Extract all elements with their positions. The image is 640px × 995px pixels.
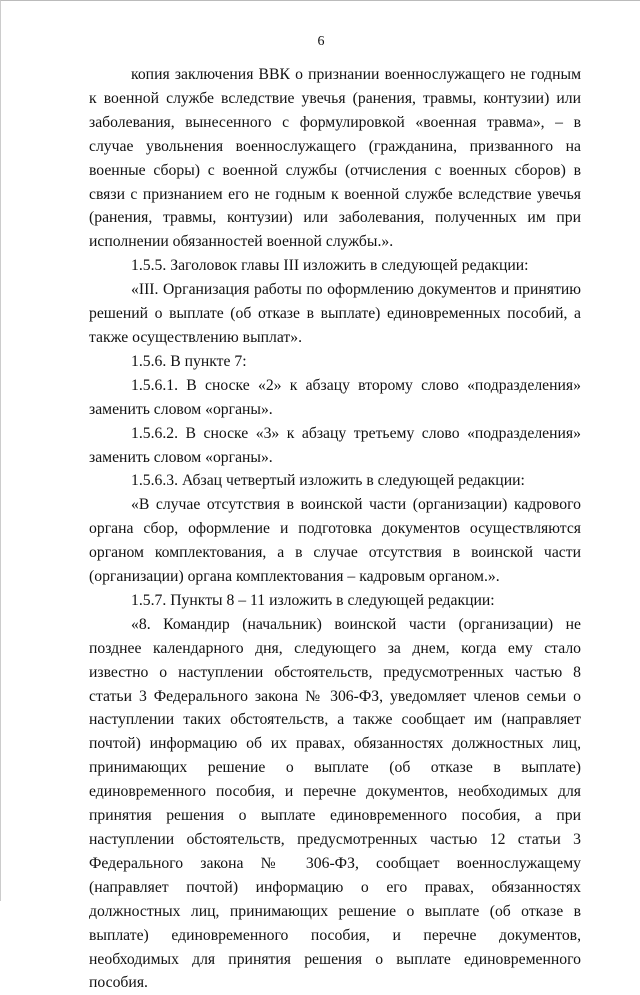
paragraph: 1.5.5. Заголовок главы III изложить в следующей редакции: xyxy=(131,257,529,275)
paragraph: 1.5.6.3. Абзац четвертый изложить в следующей редакции: xyxy=(131,472,525,490)
paragraph: 1.5.6.1. В сноске «2» к абзацу второму слово «подразделения» заменить словом «органы». xyxy=(89,376,581,418)
paragraph: «III. Организация работы по оформлению документов и принятию решений о выплате (об отказе в выплате) единовременных пособий, а также осуществлению выплат». xyxy=(89,281,581,346)
paragraph: «8. Командир (начальник) воинской части (организации) не позднее календарного дня, следующего за днем, когда ему стало известно о наступлении обстоятельств, предусмотренных частью 8 статьи 3 Федерального закона № 306-ФЗ, уведомляет членов семьи о наступлении таких обстоятельств, а также сообщает им (направляет почтой) информацию об их правах, обязанностях должностных лиц, принимающих решение о выплате (об отказе в выплате) единовременного пособия, и перечне документов, необходимых для принятия решения о выплате единовременного пособия, а при наступлении обстоятельств, предусмотренных частью 12 статьи 3 Федерального закона № 306-ФЗ, сообщает военнослужащему (направляет почтой) информацию о его правах, обязанностях должностных лиц, принимающих решение о выплате (об отказе в выплате) единовременного пособия, и перечне документов, необходимых для принятия решения о выплате единовременного пособия. xyxy=(89,615,581,992)
paragraph: 1.5.6. В пункте 7: xyxy=(131,352,247,370)
paragraph: копия заключения ВВК о признании военнослужащего не годным к военной службе вследствие увечья (ранения, травмы, контузии) или заболевания, вынесенного с формулировкой «военная травма», – в случае увольнения военнослужащего (гражданина, призванного на военные сборы) с военной службы (отчисления с военных сборов) в связи с признанием его не годным к военной службе вследствие увечья (ранения, травмы, контузии) или заболевания, полученных им при исполнении обязанностей военной службы.». xyxy=(89,66,581,251)
page-number: 6 xyxy=(317,34,325,49)
paragraph: «В случае отсутствия в воинской части (организации) кадрового органа сбор, оформление и подготовка документов осуществляются органом комплектования, а в случае отсутствия в воинской части (организации) органа комплектования – кадровым органом.». xyxy=(89,496,581,586)
document-body xyxy=(89,63,581,995)
paragraph: 1.5.6.2. В сноске «3» к абзацу третьему слово «подразделения» заменить словом «органы». xyxy=(89,424,581,466)
paragraph: 1.5.7. Пункты 8 – 11 изложить в следующей редакции: xyxy=(131,591,495,609)
